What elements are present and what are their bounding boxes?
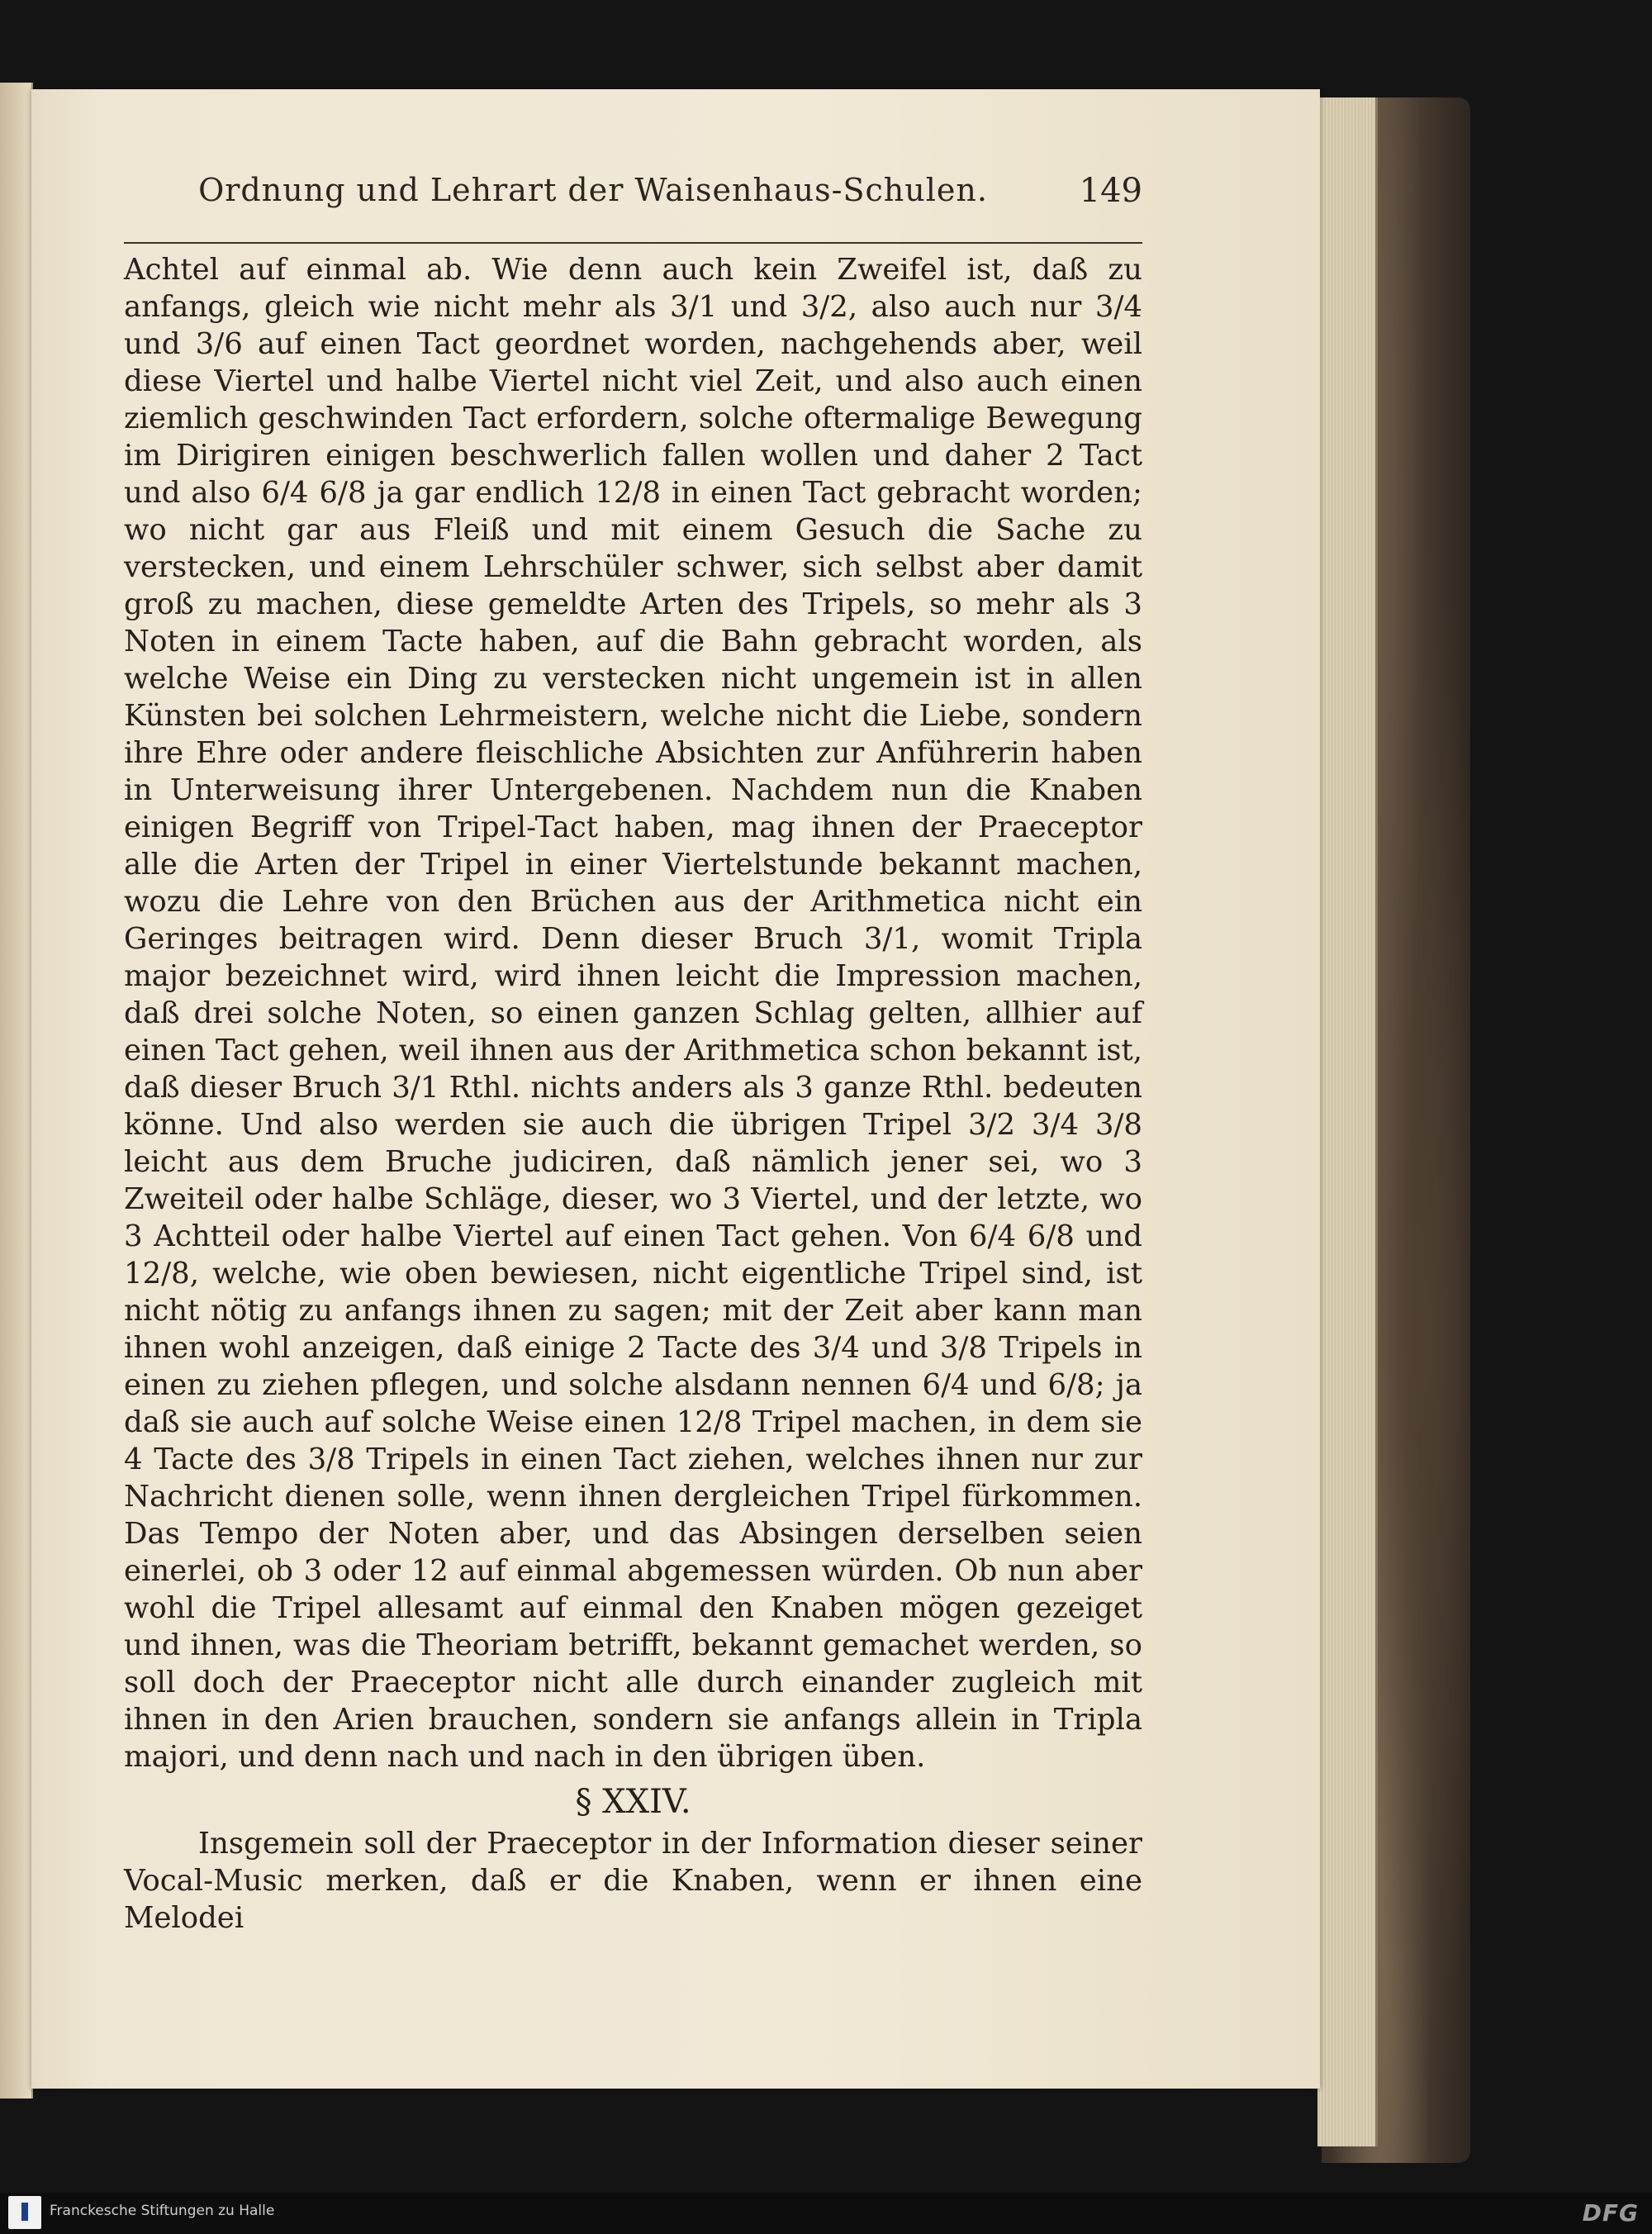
paragraph-2: Insgemein soll der Praeceptor in der Information dieser seiner Vocal-Music merken, daß er die Knaben, wenn er ihnen eine Melodei — [124, 1827, 1142, 1935]
institution-logo-icon — [8, 2196, 41, 2229]
dfg-logo[interactable]: DFG — [1582, 2199, 1639, 2227]
running-head-title: Ordnung und Lehrart der Waisenhaus-Schulen. — [198, 172, 988, 208]
header-rule — [124, 242, 1142, 244]
institution-label[interactable]: Franckesche Stiftungen zu Halle — [50, 2203, 275, 2219]
page-stack-edges — [1317, 97, 1378, 2146]
paragraph-1: Achtel auf einmal ab. Wie denn auch kein Zweifel ist, daß zu anfangs, gleich wie nicht mehr als 3/1 und 3/2, also auch nur 3/4 und 3/6 auf einen Tact geordnet worden, nachgehends aber, weil diese Viertel und halbe Viertel nicht viel Zeit, und also auch einen ziemlich geschwinden Tact erfordern, solche oftermalige Bewegung im Dirigiren einigen beschwerlich fallen wollen und daher 2 Tact und also 6/4 6/8 ja gar endlich 12/8 in einen Tact gebracht worden; wo nicht gar aus Fleiß und mit einem Gesuch die Sache zu verstecken, und einem Lehrschüler schwer, sich selbst aber damit groß zu machen, diese gemeldte Arten des Tripels, so mehr als 3 Noten in einem Tacte haben, auf die Bahn gebracht worden, als welche Weise ein Ding zu verstecken nicht ungemein ist in allen Künsten bei solchen Lehrmeistern, welche nicht die Liebe, sondern ihre Ehre oder andere fleischliche Absichten zur Anführerin haben in Unterweisung ihrer Untergebenen. Nachdem nun die Knaben einigen Begriff von Tripel-Tact haben, mag ihnen der Praeceptor alle die Arten der Tripel in einer Viertelstunde bekannt machen, wozu die Lehre von den Brüchen aus der Arithmetica nicht ein Geringes beitragen wird. Denn dieser Bruch 3/1, womit Tripla major bezeichnet wird, wird ihnen leicht die Impression machen, daß drei solche Noten, so einen ganzen Schlag gelten, allhier auf einen Tact gehen, weil ihnen aus der Arithmetica schon bekannt ist, daß dieser Bruch 3/1 Rthl. nichts anders als 3 ganze Rthl. bedeuten könne. Und also werden sie auch die übrigen Tripel 3/2 3/4 3/8 leicht aus dem Bruche judiciren, daß nämlich jener sei, wo 3 Zweiteil oder halbe Schläge, dieser, wo 3 Viertel, und der letzte, wo 3 Achtteil oder halbe Viertel auf einen Tact gehen. Von 6/4 6/8 und 12/8, welche, wie oben bewiesen, nicht eigentliche Tripel sind, ist nicht nötig zu anfangs ihnen zu sagen; mit der Zeit aber kann man ihnen wohl anzeigen, daß einige 2 Tacte des 3/4 und 3/8 Tripels in einen zu ziehen pflegen, und solche alsdann nennen 6/4 und 6/8; ja daß sie auch auf solche Weise einen 12/8 Tripel machen, in dem sie 4 Tacte des 3/8 Tripels in einen Tact ziehen, welches ihnen nur zur Nachricht dienen solle, wenn ihnen dergleichen Tripel fürkommen. Das Tempo der Noten aber, und das Absingen derselben seien einerlei, ob 3 oder 12 auf einmal abgemessen würden. Ob nun aber wohl die Tripel allesamt auf einmal den Knaben mögen gezeiget und ihnen, was die Theoriam betrifft, bekannt gemachet werden, so soll doch der Praeceptor nicht alle durch einander zugleich mit ihnen in den Arien brauchen, sondern sie anfangs allein in Tripla majori, und denn nach und nach in den übrigen üben. — [124, 253, 1142, 1774]
page-number: 149 — [1079, 172, 1142, 210]
body-text — [124, 251, 1142, 1937]
left-book-cover — [0, 83, 33, 2099]
section-heading: § XXIV. — [575, 1783, 691, 1821]
viewer-footer-bar — [0, 2193, 1652, 2234]
book-page — [31, 89, 1320, 2089]
